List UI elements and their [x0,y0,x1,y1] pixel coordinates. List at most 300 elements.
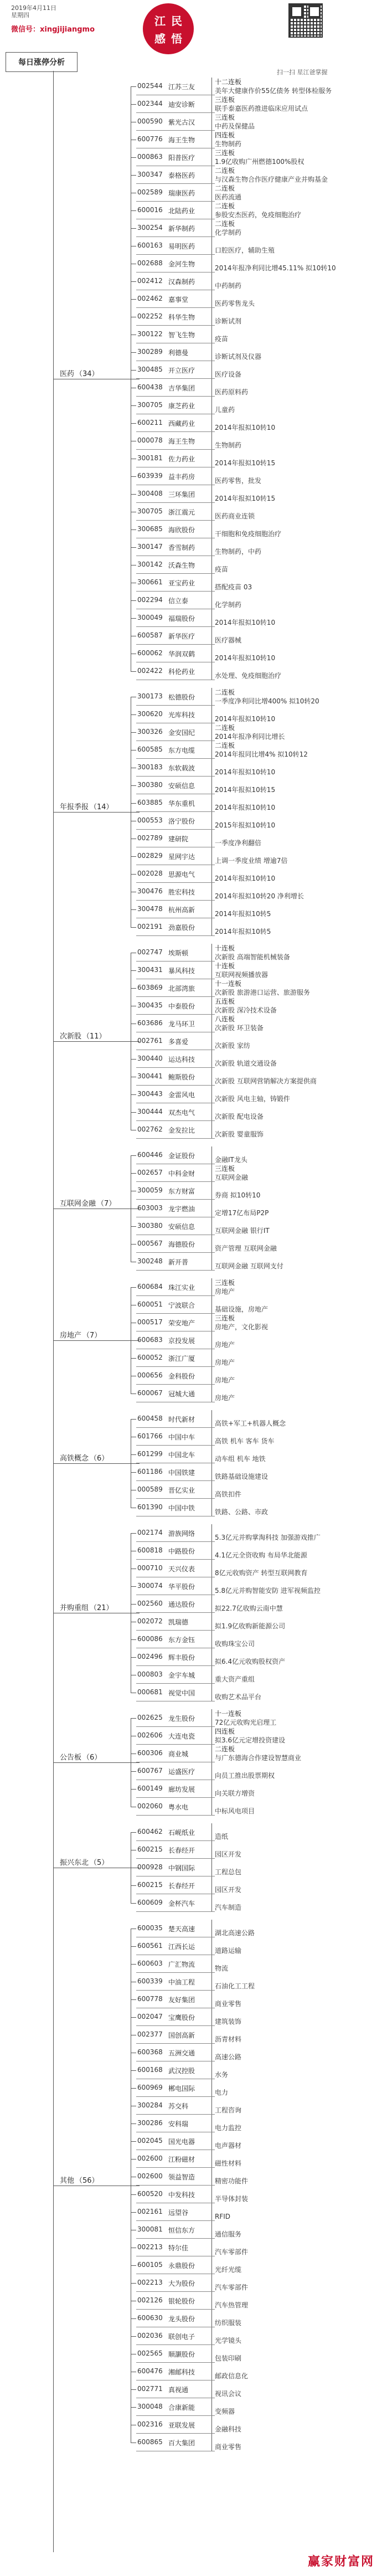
stock-code: 002191 [137,923,163,930]
stock-item[interactable] [131,432,379,450]
detail-divider [211,255,212,272]
stock-item[interactable] [131,237,379,255]
stock-item[interactable] [131,2132,379,2150]
stock-reason: 商业零售 [215,2443,242,2451]
stock-name: 建研院 [168,835,189,843]
stock-reason: 2014年报拟10转10 [215,768,276,776]
stock-code: 603885 [137,799,163,806]
stock-item[interactable] [131,1709,379,1727]
stock-code: 002688 [137,259,163,267]
stock-item[interactable] [131,1086,379,1103]
stock-reason: 汽车零部件 [215,2284,249,2291]
stock-item[interactable] [131,95,379,113]
limit-up-streak: 十连板 [215,962,235,970]
stock-item[interactable] [131,1499,379,1516]
stock-code: 600561 [137,1942,163,1950]
stock-name: 鲍斯股份 [168,1073,195,1081]
stock-item[interactable] [131,202,379,219]
branch-stub [131,1639,136,1640]
stock-item[interactable] [131,592,379,609]
stock-item[interactable] [131,1937,379,1955]
stock-reason: 诊断试剂及仪器 [215,353,262,361]
limit-up-streak: 八连板 [215,1015,235,1023]
stock-item[interactable] [131,2044,379,2061]
branch-stub [131,228,136,229]
stock-item[interactable] [131,1146,379,1164]
stock-item[interactable] [131,397,379,414]
stock-name: 真视通 [168,2386,189,2394]
branch-stub [131,1718,136,1719]
detail-divider [211,1253,212,1271]
stock-item[interactable] [131,1973,379,1991]
detail-divider [211,361,212,379]
category-node[interactable] [53,1196,140,1209]
stock-item[interactable] [131,847,379,865]
detail-divider [211,2310,212,2327]
category-node[interactable] [53,1328,140,1341]
stock-code: 300181 [137,454,163,462]
stock-name: 紫光古汉 [168,119,195,126]
stock-item[interactable] [131,609,379,627]
stock-name: 科华生物 [168,313,195,321]
stock-reason: 光学镜头 [215,2337,242,2344]
stock-item[interactable] [131,1762,379,1780]
category-node[interactable] [53,367,140,379]
detail-divider [211,1385,212,1402]
stock-reason: 沥青材料 [215,2035,242,2043]
stock-name: 视觉中国 [168,1689,195,1697]
branch-stub [131,927,136,928]
stock-name: 长春经开 [168,1882,195,1890]
stock-reason: 动车组 机车 地铁 [215,1455,266,1463]
row-underline [136,1815,215,1816]
stock-item[interactable] [131,1463,379,1481]
stock-item[interactable] [131,574,379,592]
stock-reason: 2014年报拟10转10 [215,619,276,626]
stock-item[interactable] [131,308,379,326]
category-count: （6） [82,1753,102,1762]
stock-reason: 纺织服装 [215,2319,242,2327]
stock-item[interactable] [131,812,379,830]
stock-reason: 铁路基础设施建设 [215,1473,269,1480]
stock-name: 中科金财 [168,1170,195,1178]
stock-item[interactable] [131,184,379,202]
detail-divider [211,272,212,290]
stock-code: 600520 [137,2190,163,2198]
stock-reason: 房地产 [215,1288,235,1295]
stock-code: 600458 [137,1415,163,1422]
stock-reason: 2014年报拟10转10 [215,804,276,811]
stock-name: 吉华集团 [168,384,195,392]
stock-code: 002625 [137,1714,163,1721]
stock-item[interactable] [131,2310,379,2327]
watermark: 赢家财富网 [307,2554,374,2569]
stock-code: 000803 [137,1670,163,1678]
stock-item[interactable] [131,1920,379,1937]
stock-reason: 生物制药 [215,441,242,449]
stock-name: 松德股份 [168,693,195,701]
detail-divider [211,1973,212,1991]
stock-code: 300444 [137,1108,163,1115]
stock-item[interactable] [131,1745,379,1762]
stock-item[interactable] [131,503,379,521]
stock-item[interactable] [131,2168,379,2186]
stock-item[interactable] [131,2203,379,2221]
stock-item[interactable] [131,485,379,503]
detail-divider [211,2061,212,2079]
detail-divider [211,166,212,184]
stock-item[interactable] [131,414,379,432]
stock-item[interactable] [131,1278,379,1296]
stock-code: 300289 [137,348,163,356]
category-node[interactable] [53,1855,140,1868]
detail-divider [211,1428,212,1446]
detail-divider [211,1841,212,1859]
stock-name: 龙头股份 [168,2315,195,2323]
category-node[interactable] [53,1750,140,1763]
stock-item[interactable] [131,1631,379,1648]
stock-item[interactable] [131,2008,379,2026]
stock-item[interactable] [131,1050,379,1068]
branch-stub [131,352,136,353]
stock-item[interactable] [131,1823,379,1841]
category-node[interactable] [53,1029,140,1042]
stock-reason: 医药流通 [215,193,242,201]
stock-code: 601186 [137,1468,163,1475]
detail-divider [211,1631,212,1648]
detail-divider [211,574,212,592]
detail-divider [211,1146,212,1164]
category-title: 公告板 [60,1753,82,1762]
stock-item[interactable] [131,521,379,538]
stock-reason: 疫苗 [215,565,229,573]
category-count: （7） [82,1331,102,1340]
branch-stub [131,157,136,158]
row-underline [136,1138,215,1139]
stock-reason: 2014年报拟10转10 [215,875,276,882]
stock-reason: 视讯会议 [215,2390,242,2398]
detail-divider [211,148,212,166]
limit-up-streak: 十二连板 [215,78,242,86]
branch-stub [131,2336,136,2337]
stock-item[interactable] [131,2327,379,2345]
detail-divider [211,2150,212,2168]
stock-item[interactable] [131,1648,379,1666]
branch-stub [131,1244,136,1245]
stock-item[interactable] [131,2061,379,2079]
detail-divider [211,485,212,503]
branch-stub [131,1059,136,1060]
stock-item[interactable] [131,361,379,379]
stock-item[interactable] [131,556,379,574]
stock-name: 金河生物 [168,260,195,268]
stock-item[interactable] [131,1103,379,1121]
stock-name: 东方财富 [168,1187,195,1195]
stock-item[interactable] [131,467,379,485]
stock-item[interactable] [131,1595,379,1613]
stock-item[interactable] [131,2256,379,2274]
qr-code[interactable] [288,3,323,38]
stock-reason: 联手泰嘉医药推进临床应用试点 [215,105,308,112]
stock-reason: 疫苗 [215,335,229,343]
stock-item[interactable] [131,272,379,290]
stock-item[interactable] [131,131,379,148]
stock-name: 国光电器 [168,2138,195,2146]
detail-divider [211,1367,212,1385]
stock-reason: 美年大健康作价55亿债务 转型体检服务 [215,87,332,95]
logo-char: 悟 [171,32,182,45]
stock-reason: 2014年报拟10转15 [215,495,276,502]
stock-item[interactable] [131,148,379,166]
detail-divider [211,918,212,936]
stock-item[interactable] [131,1367,379,1385]
stock-reason: 次新股 家纺 [215,1042,250,1050]
branch-stub [131,1155,136,1156]
stock-item[interactable] [131,759,379,777]
stock-code: 600062 [137,649,163,657]
stock-reason: 2014年报净利同比增45.11% 拟10转10 [215,264,336,272]
stock-item[interactable] [131,1121,379,1139]
branch-stub [131,671,136,672]
stock-item[interactable] [131,2434,379,2451]
stock-item[interactable] [131,1032,379,1050]
stock-name: 宁波联合 [168,1302,195,1309]
stock-code: 603003 [137,1204,163,1212]
stock-reason: 2014年报拟10转5 [215,910,271,918]
branch-stub [131,803,136,804]
stock-reason: 互联网金融 银行IT [215,1227,270,1235]
stock-item[interactable] [131,2380,379,2398]
stock-item[interactable] [131,2079,379,2097]
stock-code: 300326 [137,728,163,736]
stock-reason: 拟1.9亿收购新能源公司 [215,1622,286,1630]
stock-item[interactable] [131,627,379,645]
stock-name: 江粉磁材 [168,2156,195,2163]
detail-divider [211,2026,212,2044]
stock-item[interactable] [131,1577,379,1595]
stock-item[interactable] [131,1859,379,1876]
stock-item[interactable] [131,1684,379,1701]
stock-item[interactable] [131,723,379,741]
stock-name: 武汉控股 [168,2067,195,2075]
stock-item[interactable] [131,2398,379,2416]
stock-item[interactable] [131,645,379,662]
stock-item[interactable] [131,2274,379,2292]
detail-divider [211,1780,212,1798]
stock-item[interactable] [131,1296,379,1314]
category-node[interactable] [53,2173,140,2186]
stock-item[interactable] [131,706,379,723]
stock-item[interactable] [131,1428,379,1446]
stock-item[interactable] [131,2363,379,2380]
stock-item[interactable] [131,901,379,918]
stock-reason: 高铁扣件 [215,1490,242,1498]
stock-item[interactable] [131,794,379,812]
stock-item[interactable] [131,379,379,397]
stock-item[interactable] [131,2416,379,2434]
stock-code: 600051 [137,1300,163,1308]
stock-name: 龙马环卫 [168,1020,195,1028]
stock-item[interactable] [131,1217,379,1235]
stock-item[interactable] [131,1446,379,1463]
stock-item[interactable] [131,2221,379,2239]
stock-item[interactable] [131,830,379,847]
stock-name: 海王生物 [168,438,195,445]
stock-item[interactable] [131,997,379,1015]
stock-item[interactable] [131,1015,379,1032]
stock-code: 002600 [137,2155,163,2162]
stock-item[interactable] [131,166,379,184]
stock-reason: 建筑装饰 [215,2018,242,2025]
stock-name: 嘉事堂 [168,296,189,304]
stock-name: 龙生股份 [168,1715,195,1723]
detail-divider [211,1296,212,1314]
stock-item[interactable] [131,2345,379,2363]
stock-item[interactable] [131,1955,379,1973]
category-count: （5） [90,1858,109,1867]
stock-item[interactable] [131,688,379,706]
branch-stub [131,1533,136,1534]
stock-name: 益丰药房 [168,473,195,481]
stock-reason: 2015年报拟10转10 [215,821,276,829]
stock-item[interactable] [131,1068,379,1086]
stock-item[interactable] [131,1164,379,1182]
stock-reason: 道路运输 [215,1947,242,1955]
limit-up-streak: 十一连板 [215,1710,242,1718]
stock-item[interactable] [131,290,379,308]
detail-divider [211,113,212,131]
stock-item[interactable] [131,741,379,759]
stock-code: 000928 [137,1863,163,1871]
stock-reason: 汽车零部件 [215,2248,249,2256]
stock-item[interactable] [131,326,379,343]
limit-up-streak: 三连板 [215,1279,235,1287]
branch-stub [131,600,136,601]
branch-stub [131,1586,136,1587]
stock-reason: 参股安杰医药，免疫细胞治疗 [215,211,302,219]
stock-item[interactable] [131,1253,379,1271]
detail-divider [211,1103,212,1121]
stock-code: 600462 [137,1828,163,1835]
stock-item[interactable] [131,219,379,237]
stock-item[interactable] [131,777,379,794]
stock-name: 中发科技 [168,2191,195,2199]
stock-item[interactable] [131,1182,379,1200]
stock-code: 600585 [137,745,163,753]
stock-item[interactable] [131,944,379,961]
stock-item[interactable] [131,961,379,979]
category-node[interactable] [53,800,140,813]
stock-item[interactable] [131,979,379,997]
stock-item[interactable] [131,1410,379,1428]
category-count: （11） [82,1032,106,1041]
stock-code: 600630 [137,2314,163,2322]
stock-item[interactable] [131,1841,379,1859]
category-node[interactable] [53,1601,140,1613]
detail-divider [211,830,212,847]
stock-item[interactable] [131,1481,379,1499]
stock-item[interactable] [131,1666,379,1684]
stock-reason: 5.3亿元并购掌淘科技 加强游戏推广 [215,1534,321,1541]
stock-code: 000590 [137,117,163,125]
detail-divider [211,1499,212,1516]
stock-item[interactable] [131,1780,379,1798]
stock-item[interactable] [131,2115,379,2132]
stock-code: 600767 [137,1767,163,1775]
stock-code: 002036 [137,2332,163,2340]
stock-item[interactable] [131,1613,379,1631]
stock-item[interactable] [131,2097,379,2115]
stock-item[interactable] [131,883,379,901]
stock-name: 华润双鹤 [168,650,195,658]
stock-name: 阳普医疗 [168,154,195,162]
stock-reason: 商业零售 [215,2000,242,2008]
stock-item[interactable] [131,1349,379,1367]
stock-reason: 金融科技 [215,2425,242,2433]
detail-divider [211,1121,212,1139]
stock-name: 海王生物 [168,136,195,144]
stock-code: 300183 [137,763,163,771]
branch-stub [131,2070,136,2071]
stock-item[interactable] [131,78,379,95]
stock-item[interactable] [131,1235,379,1253]
stock-item[interactable] [131,1894,379,1912]
stock-item[interactable] [131,1991,379,2008]
stock-item[interactable] [131,918,379,936]
stock-name: 金安国纪 [168,729,195,737]
stock-name: 中国铁建 [168,1469,195,1477]
stock-item[interactable] [131,343,379,361]
stock-item[interactable] [131,1560,379,1577]
limit-up-streak: 三连板 [215,96,235,104]
detail-divider [211,777,212,794]
stock-item[interactable] [131,2292,379,2310]
stock-item[interactable] [131,1798,379,1816]
stock-item[interactable] [131,1524,379,1542]
stock-reason: 房地产 [215,1376,235,1384]
stock-item[interactable] [131,1200,379,1217]
branch-stub [131,1419,136,1420]
stock-item[interactable] [131,1876,379,1894]
stock-item[interactable] [131,1727,379,1745]
stock-item[interactable] [131,113,379,131]
stock-reason: 电力 [215,2089,229,2096]
stock-item[interactable] [131,1314,379,1331]
stock-item[interactable] [131,2026,379,2044]
stock-item[interactable] [131,538,379,556]
stock-item[interactable] [131,2150,379,2168]
category-title: 次新股 [60,1032,82,1041]
stock-item[interactable] [131,865,379,883]
stock-item[interactable] [131,662,379,680]
stock-item[interactable] [131,1331,379,1349]
stock-item[interactable] [131,1385,379,1402]
stock-item[interactable] [131,2239,379,2256]
stock-name: 洛宁股份 [168,817,195,825]
stock-item[interactable] [131,450,379,467]
stock-item[interactable] [131,1542,379,1560]
stock-name: 西藏药业 [168,420,195,428]
stock-reason: 与汉森生物合作医疗健康产业并购基金 [215,176,328,183]
brand-logo [143,3,194,54]
detail-divider [211,432,212,450]
stock-code: 002544 [137,82,163,90]
stock-item[interactable] [131,2186,379,2203]
stock-name: 多喜爱 [168,1038,189,1046]
stock-code: 002047 [137,2013,163,2020]
category-node[interactable] [53,1451,140,1464]
stock-item[interactable] [131,255,379,272]
